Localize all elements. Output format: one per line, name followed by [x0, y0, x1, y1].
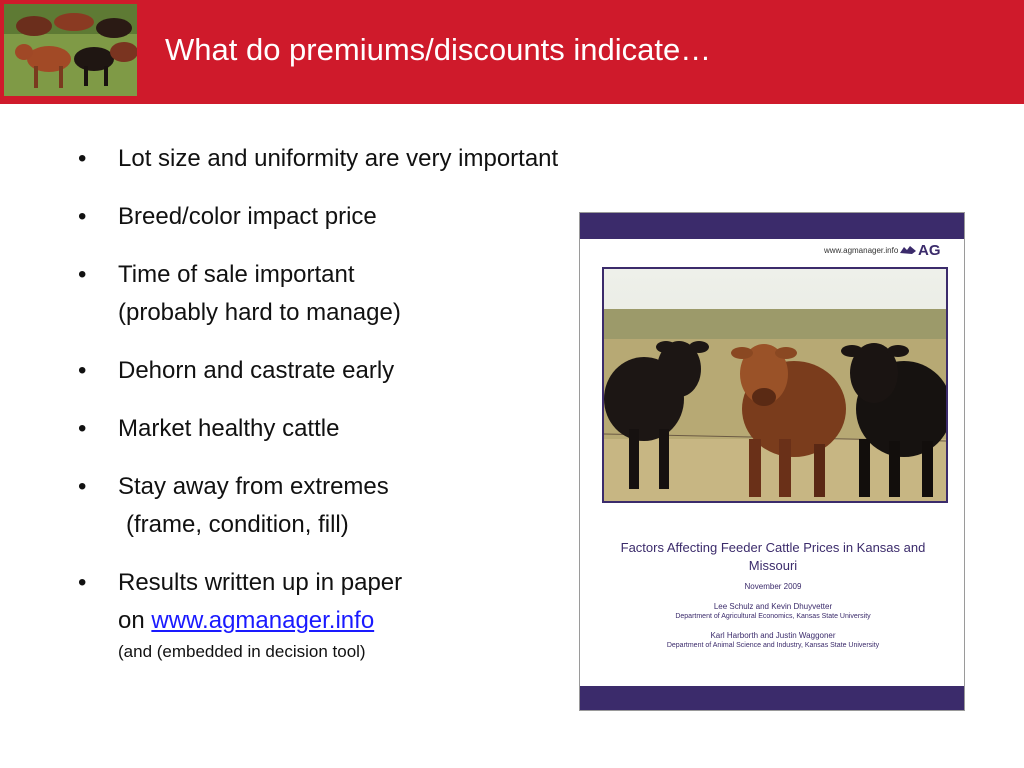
bullet-marker: • [78, 415, 87, 442]
paper-department-2: Department of Animal Science and Industry, Kansas State University [666, 642, 880, 649]
bullet-item [78, 564, 578, 664]
bullet-item [78, 256, 578, 332]
paper-authors-1: Lee Schulz and Kevin Dhuyvetter [713, 602, 833, 611]
bullet-marker: • [78, 569, 87, 596]
ag-manager-logo [900, 243, 942, 259]
bullet-text: Time of sale important [118, 261, 355, 288]
paper-department-1: Department of Agricultural Economics, Kansas State University [675, 613, 871, 620]
link-prefix: on [118, 607, 152, 634]
bullet-marker: • [78, 473, 87, 500]
slide-header [0, 0, 1024, 104]
slide-title: What do premiums/discounts indicate… [165, 32, 712, 67]
bullet-text: Results written up in paper [118, 569, 403, 596]
ag-logo-text: AG [918, 242, 941, 259]
bullet-text: Dehorn and castrate early [118, 357, 395, 384]
bullet-list [78, 140, 578, 684]
bullet-item [78, 198, 578, 236]
cover-top-band [580, 213, 964, 239]
bullet-marker: • [78, 261, 87, 288]
bullet-item [78, 468, 578, 544]
bullet-text: Lot size and uniformity are very important [118, 145, 559, 172]
bullet-marker: • [78, 145, 87, 172]
bullet-subtext: (frame, condition, fill) [126, 511, 349, 538]
bullet-text: Stay away from extremes [118, 473, 389, 500]
bullet-text: Market healthy cattle [118, 415, 340, 442]
wildcat-icon [900, 245, 916, 255]
cover-bottom-band [580, 686, 964, 710]
cattle-header-image [4, 4, 137, 96]
bullet-item [78, 140, 578, 178]
bullet-text: Breed/color impact price [118, 203, 377, 230]
bullet-marker: • [78, 203, 87, 230]
agmanager-link[interactable]: www.agmanager.info [151, 607, 375, 634]
paper-title: Factors Affecting Feeder Cattle Prices in Kansas and Missouri [620, 540, 926, 573]
paper-date: November 2009 [744, 582, 802, 591]
bullet-item [78, 410, 578, 448]
bullet-subtext: (probably hard to manage) [118, 299, 401, 326]
cattle-photo [602, 267, 948, 503]
paper-authors-2: Karl Harborth and Justin Waggoner [710, 631, 836, 640]
cover-site-url: www.agmanager.info [824, 246, 899, 255]
paper-cover-thumbnail [579, 212, 965, 711]
bullet-item [78, 352, 578, 390]
bullet-marker: • [78, 357, 87, 384]
bullet-note: (and (embedded in decision tool) [118, 642, 366, 661]
bullet-link-line [118, 602, 578, 640]
